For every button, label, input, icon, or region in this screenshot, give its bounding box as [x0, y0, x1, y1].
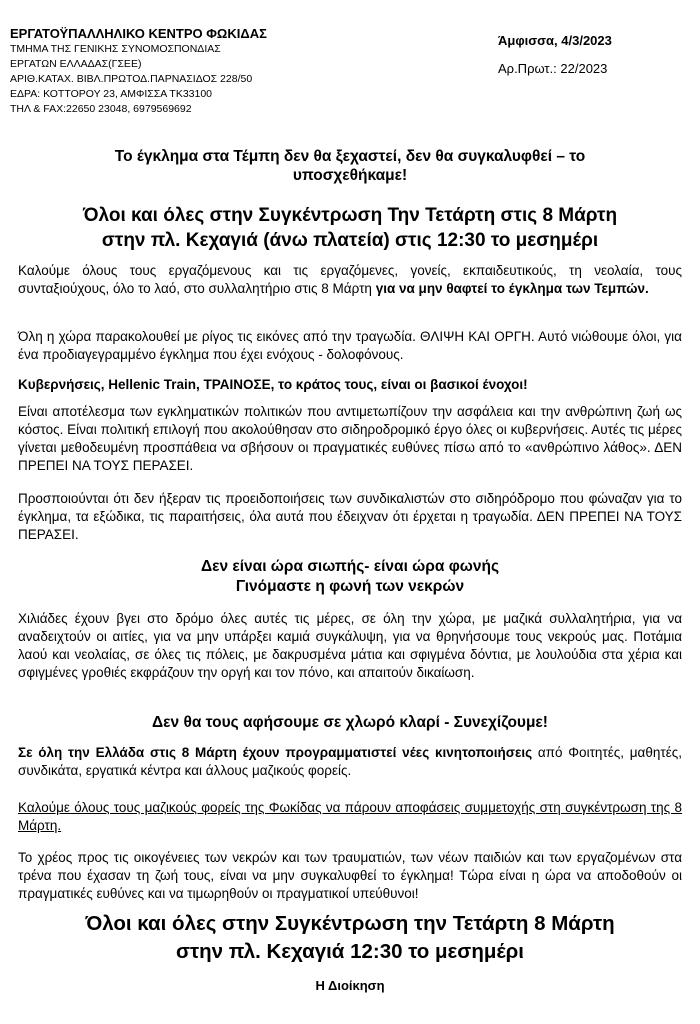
rally-title-line-1: Όλοι και όλες στην Συγκέντρωση Την Τετάρτη στις 8 Μάρτη: [82, 205, 618, 226]
document-date: Άμφισσα, 4/3/2023: [498, 33, 612, 48]
paragraph-grief: Όλη η χώρα παρακολουθεί με ρίγος τις εικόνες από την τραγωδία. ΘΛΙΨΗ ΚΑΙ ΟΡΓΗ. Αυτό νιώθουμε όλοι, για ένα προδιαγεγραμμένο έγκλημα που έχει ενόχους - δολοφόνους.: [18, 329, 682, 362]
paragraph-policies: Είναι αποτέλεσμα των εγκληματικών πολιτικών που αντιμετωπίζουν την ασφάλεια και την ανθρώπινη ζωή ως κόστος. Είναι πολιτική επιλογή που ακολούθησαν στο σιδηροδρομικό έργο όλες οι κυβερνήσεις. Αυτές τις μέρες γίνεται μεθοδευμένη προσπάθεια να σβήσουν οι πραγματικές ευθύνες πίσω από το «ανθρώπινο λάθος». ΔΕΝ ΠΡΕΠΕΙ ΝΑ ΤΟΥΣ ΠΕΡΑΣΕΙ.: [18, 404, 682, 473]
paragraph-warnings: Προσποιούνται ότι δεν ήξεραν τις προειδοποιήσεις των συνδικαλιστών στο σιδηρόδρομο που φώναζαν για το έγκλημα, τα εξώδικα, τις παραιτήσεις, όλα αυτά που έδειχναν ότι έρχεται η τραγωδία. ΔΕΝ ΠΡΕΠΕΙ ΝΑ ΤΟΥΣ ΠΕΡΑΣΕΙ.: [18, 491, 682, 542]
paragraph-mobilizations: [18, 744, 682, 780]
paragraph-invitation: [18, 262, 682, 298]
org-line-address: ΕΔΡΑ: ΚΟΤΤΟΡΟΥ 23, ΑΜΦΙΣΣΑ ΤΚ33100: [10, 88, 213, 100]
signature: Η Διοίκηση: [315, 978, 385, 993]
paragraph-culprits: Κυβερνήσεις, Hellenic Train, ΤΡΑΙΝΟΣΕ, το κράτος τους, είναι οι βασικοί ένοχοι!: [18, 377, 528, 392]
invitation-emphasis: για να μην θαφτεί το έγκλημα των Τεμπών.: [375, 281, 649, 296]
org-line-registration: ΑΡΙΘ.ΚΑΤΑΧ. ΒΙΒΛ.ΠΡΩΤΟΔ.ΠΑΡΝΑΣΙΔΟΣ 228/50: [10, 73, 253, 85]
protocol-number: Αρ.Πρωτ.: 22/2023: [498, 61, 608, 76]
final-call-line-2: στην πλ. Κεχαγιά 12:30 το μεσημέρι: [175, 940, 525, 963]
paragraph-protests: Χιλιάδες έχουν βγει στο δρόμο όλες αυτές τις μέρες, σε όλη την χώρα, με μαζικά συλλαλητήρια, για να αναδειχτούν οι αιτίες, για να μην υπάρξει καμιά συγκάλυψη, για να θρηνήσουμε τους νεκρούς μας. Ποτάμια λαού και νεολαίας, σε όλες τις πόλεις, με δακρυσμένα μάτια και σφιγμένα δόντια, με λουλούδια στα χέρια και σφιγμένες γροθιές εκφράζουν την οργή και τον πόνο, και απαιτούν δικαίωση.: [18, 611, 682, 680]
subheading-continue: Δεν θα τους αφήσουμε σε χλωρό κλαρί - Συνεχίζουμε!: [152, 714, 548, 731]
org-line-phone: ΤΗΛ & FAX:22650 23048, 6979569692: [10, 103, 192, 115]
org-line-gsee: ΕΡΓΑΤΩΝ ΕΛΛΑΔΑΣ(ΓΣΕΕ): [10, 58, 142, 70]
rally-title-line-2: στην πλ. Κεχαγιά (άνω πλατεία) στις 12:30 το μεσημέρι: [101, 230, 599, 251]
invitation-text: Καλούμε όλους τους εργαζόμενους και τις εργαζόμενες, γονείς, εκπαιδευτικούς, τη νεολαία, τους συνταξιούχους, όλο το λαό, στο συλλαλητήριο στις 8 Μάρτη: [18, 263, 682, 296]
rally-title: [18, 203, 682, 253]
mobilizations-text: από Φοιτητές, μαθητές, συνδικάτα, εργατικά κέντρα και άλλους μαζικούς φορείς.: [18, 745, 682, 778]
org-line-federation: ΤΜΗΜΑ ΤΗΣ ΓΕΝΙΚΗΣ ΣΥΝΟΜΟΣΠΟΝΔΙΑΣ: [10, 43, 221, 55]
mobilizations-emphasis: Σε όλη την Ελλάδα στις 8 Μάρτη έχουν προγραμματιστεί νέες κινητοποιήσεις: [18, 745, 533, 760]
headline: Το έγκλημα στα Τέμπη δεν θα ξεχαστεί, δεν θα συγκαλυφθεί – το υποσχεθήκαμε!: [114, 148, 586, 184]
paragraph-duty: Το χρέος προς τις οικογένειες των νεκρών και των τραυματιών, των νέων παιδιών και των εργαζομένων στα τρένα που έχασαν τη ζωή τους, είναι να μην συγκαλυφθεί το έγκλημα! Τώρα είναι η ώρα να αποδοθούν οι πραγματικές ευθύνες και να τιμωρηθούν οι πραγματικοί υπεύθυνοι!: [18, 850, 682, 901]
organization-header: [10, 25, 430, 117]
paragraph-call-to-bodies: Καλούμε όλους τους μαζικούς φορείς της Φωκίδας να πάρουν αποφάσεις συμμετοχής στη συγκέντρωση της 8 Μάρτη.: [18, 800, 682, 833]
subheading-voice-line-2: Γινόμαστε η φωνή των νεκρών: [235, 578, 465, 595]
subheading-voice-line-1: Δεν είναι ώρα σιωπής- είναι ώρα φωνής: [200, 558, 500, 575]
final-call-line-1: Όλοι και όλες στην Συγκέντρωση την Τετάρτη 8 Μάρτη: [85, 912, 615, 935]
document-meta: [498, 33, 693, 77]
subheading-voice: [18, 557, 682, 597]
final-call: [18, 910, 682, 966]
organization-name: ΕΡΓΑΤΟΫΠΑΛΛΗΛΙΚΟ ΚΕΝΤΡΟ ΦΩΚΙΔΑΣ: [10, 26, 267, 41]
